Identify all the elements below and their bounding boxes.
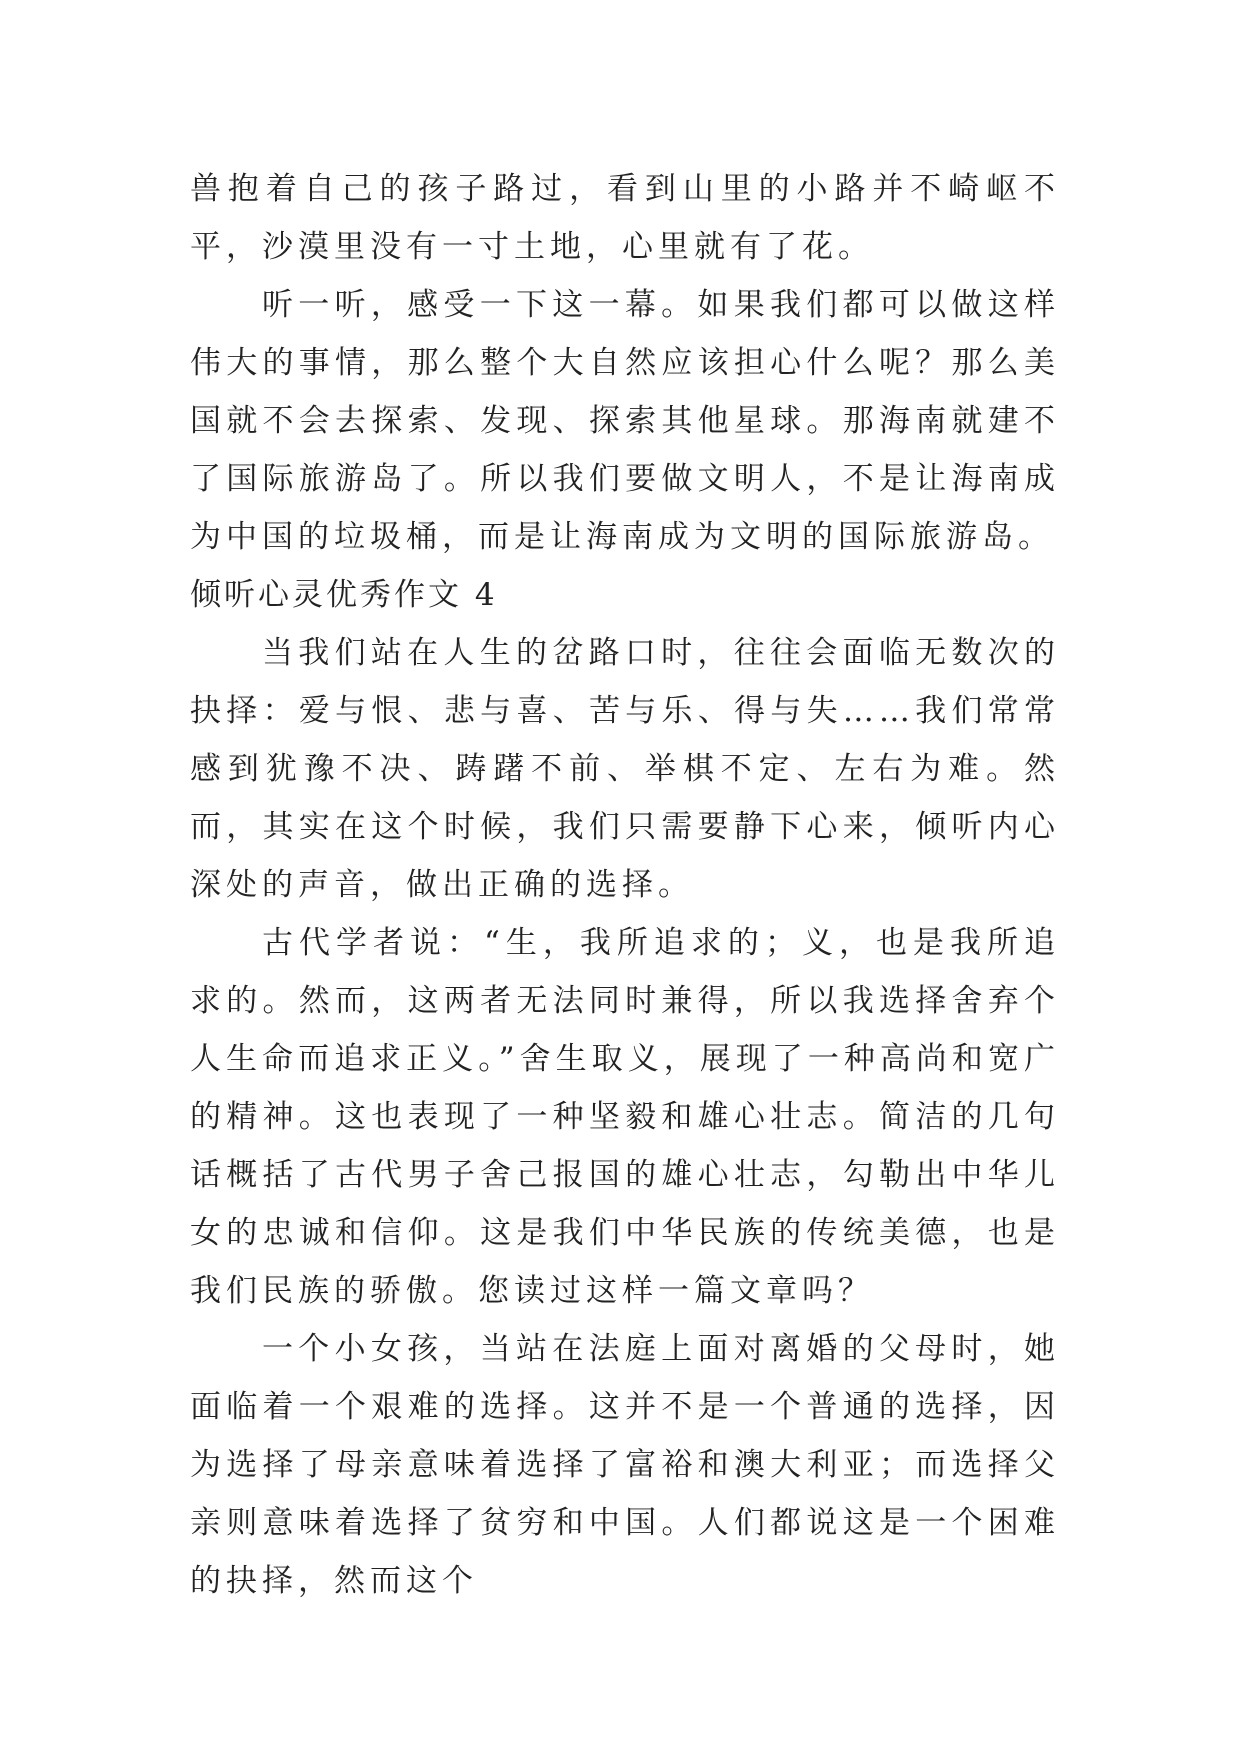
- paragraph-listen: 听一听，感受一下这一幕。如果我们都可以做这样伟大的事情，那么整个大自然应该担心什么呢？那么美国就不会去探索、发现、探索其他星球。那海南就建不了国际旅游岛了。所以我们要做文明人，不是让海南成为中国的垃圾桶，而是让海南成为文明的国际旅游岛。: [190, 287, 1060, 555]
- essay-heading: 倾听心灵优秀作文 4: [190, 577, 498, 613]
- document-body: [190, 160, 1060, 1610]
- paragraph-continuation: 兽抱着自己的孩子路过，看到山里的小路并不崎岖不平，沙漠里没有一寸土地，心里就有了花。: [190, 171, 1060, 265]
- paragraph-little-girl: 一个小女孩，当站在法庭上面对离婚的父母时，她面临着一个艰难的选择。这并不是一个普通的选择，因为选择了母亲意味着选择了富裕和澳大利亚；而选择父亲则意味着选择了贫穷和中国。人们都说这是一个困难的抉择，然而这个: [190, 1331, 1060, 1599]
- paragraph-crossroads: 当我们站在人生的岔路口时，往往会面临无数次的抉择：爱与恨、悲与喜、苦与乐、得与失……我们常常感到犹豫不决、踌躇不前、举棋不定、左右为难。然而，其实在这个时候，我们只需要静下心来，倾听内心深处的声音，做出正确的选择。: [190, 635, 1060, 903]
- paragraph-ancient-scholar: 古代学者说：“生，我所追求的；义，也是我所追求的。然而，这两者无法同时兼得，所以我选择舍弃个人生命而追求正义。”舍生取义，展现了一种高尚和宽广的精神。这也表现了一种坚毅和雄心壮志。简洁的几句话概括了古代男子舍己报国的雄心壮志，勾勒出中华儿女的忠诚和信仰。这是我们中华民族的传统美德，也是我们民族的骄傲。您读过这样一篇文章吗？: [190, 925, 1060, 1309]
